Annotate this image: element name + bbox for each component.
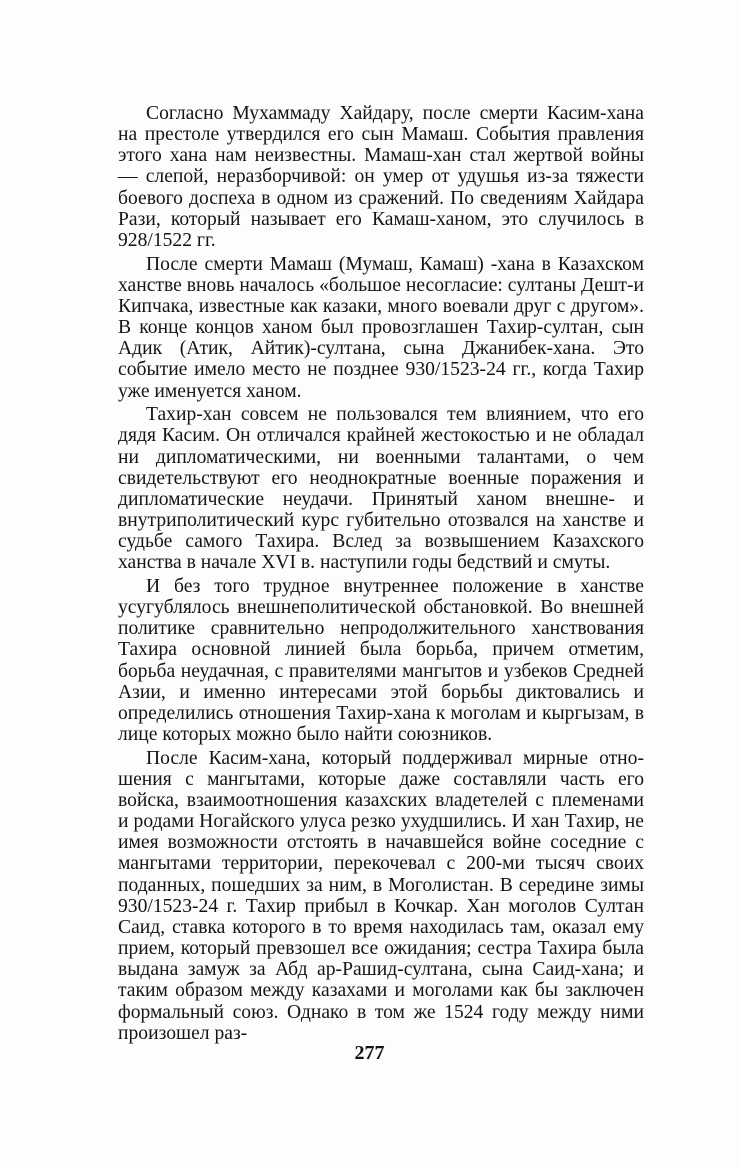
paragraph-3: Тахир-хан совсем не пользовался тем влиянием, что его дядя Касим. Он отличался крайней жестокостью и не обладал ни дипломатическими, ни военными талантами, о чем свидетельствуют его неоднократные военные поражения и дипломатические неудачи. Принятый ханом внешне- и внутриполитический курс губительно отозвался на ханстве и судьбе самого Тахира. Вслед за возвышением Казахского ханства в начале XVI в. наступили годы бедствий и смуты. (118, 404, 644, 574)
page-number: 277 (354, 1042, 385, 1064)
paragraph-4: И без того трудное внутреннее положение в ханстве усугублялось внешнеполитической обстановкой. Во внешней политике сравнительно непродолжительного ханствования Тахира основной линией была борьба, причем отметим, борьба неудачная, с правителями мангытов и узбеков Средней Азии, и именно интересами этой борьбы диктовались и определились отношения Тахир-хана к моголам и кыргызам, в лице которых можно было найти союзников. (118, 575, 644, 746)
paragraph-5: После Касим-хана, который поддерживал мирные отношения с мангытами, которые даже составляли часть его войска, взаимоотношения казахских владетелей с племенами и родами Ногайского улуса резко ухудшились. И хан Тахир, не имея возможности отстоять в начавшейся войне соседние с мангытами территории, перекочевал с 200-ми тысяч своих поданных, пошедших за ним, в Моголистан. В середине зимы 930/1523-24 г. Тахир прибыл в Кочкар. Хан моголов Султан Саид, ставка которого в то время находилась там, оказал ему прием, который превзошел все ожидания; сестра Тахира была выдана замуж за Абд ар-Рашид-султана, сына Саид-хана; и таким образом между казахами и моголами как бы заключен формальный союз. Однако в том же 1524 году между ними произошел раз- (118, 747, 644, 1044)
paragraph-2: После смерти Мамаш (Мумаш, Камаш) -хана в Казахском ханстве вновь началось «большое несогласие: султаны Дешт-и Кипчака, известные как казаки, много воевали друг с другом». В конце концов ханом был провозглашен Тахир-султан, сын Адик (Атик, Айтик)-султана, сына Джанибек-хана. Это событие имело место не позднее 930/1523-24 гг., когда Тахир уже именуется ханом. (118, 253, 644, 402)
paragraph-1: Согласно Мухаммаду Хайдару, после смерти Касим-хана на престоле утвердился его сын Мамаш. События правления этого хана нам неизвестны. Мамаш-хан стал жертвой войны — слепой, неразборчивой: он умер от удушья из-за тяжести боевого доспеха в одном из сражений. По сведениям Хайдара Рази, который называет его Камаш-ханом, это случилось в 928/1522 гг. (118, 103, 644, 251)
body-text (118, 103, 644, 1046)
